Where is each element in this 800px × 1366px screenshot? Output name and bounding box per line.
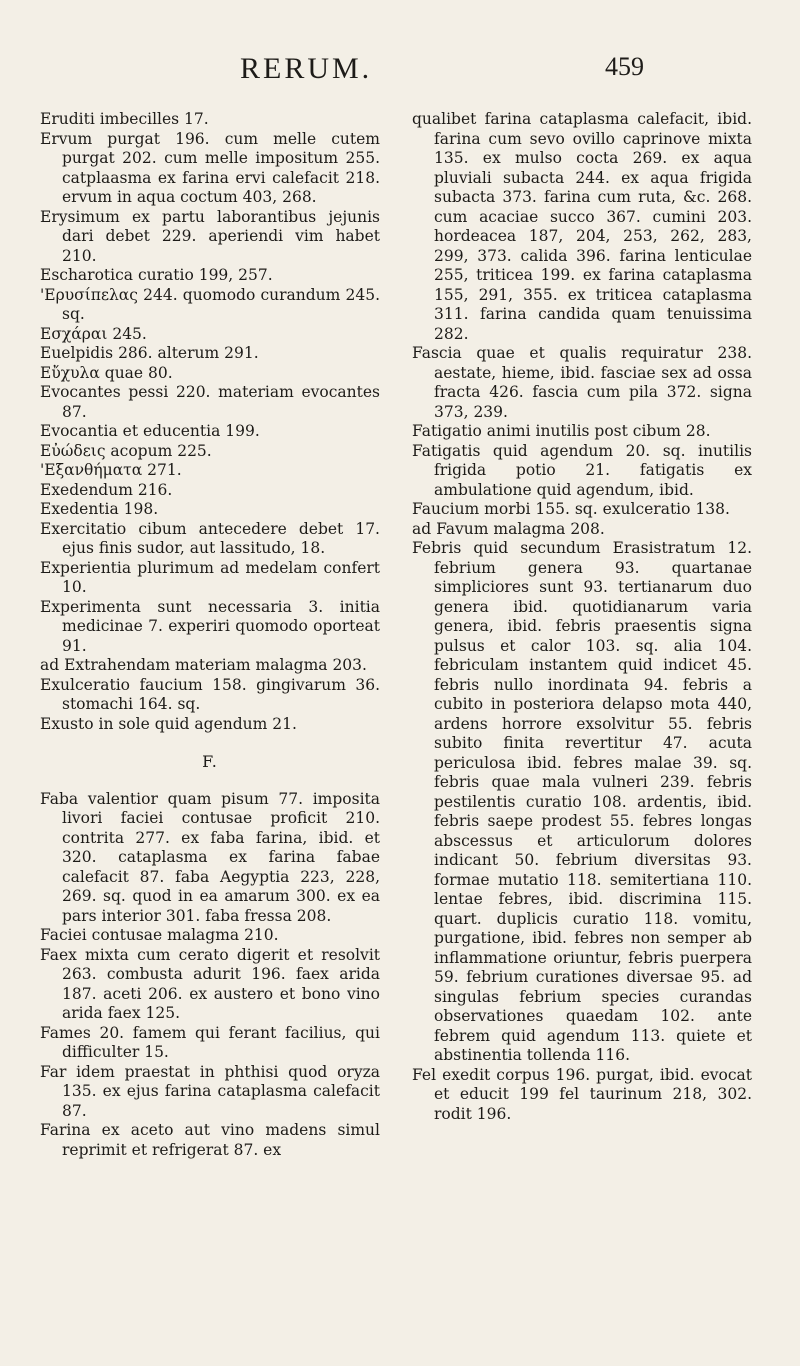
index-entry: Εὔχυλα quae 80. [40,363,173,382]
index-entry: Exercitatio cibum antecedere debet 17. ejus finis sudor, aut lassitudo, 18. [40,519,380,557]
index-entry: Faucium morbi 155. sq. exulceratio 138. [412,500,730,518]
left-column [40,110,380,1160]
index-entry: Febris quid secundum Erasistratum 12. febrium genera 93. quartanae simpliciores sunt 93. tertianarum duo genera ibid. quotidianarum varia genera, ibid. febris praesentis signa pulsus et calor 103. sq. alia 104. febriculam instantem quid indicet 45. febris nullo inordinata 94. febris a cubito in posteriora delapso mota 440, ardens horrore exsolvitur 55. febris subito finita revertitur 47. acuta periculosa ibid. febres malae 39. sq. febris quae mala vulneri 239. febris pestilentis curatio 108. ardentis, ibid. febris saepe prodest 55. febres longas abscessus et articulorum dolores indicant 50. febrium diversitas 93. formae mutatio 118. semitertiana 110. lentae febres, ibid. discrimina 115. quart. duplicis curatio 118. vomitu, purgatione, ibid. febres non semper ab inflammatione oriuntur, febris puerpera 59. febrium curationes diversae 95. ad singulas febrium species curandas observationes quaedam 102. ante febrem quid agendum 113. quiete et abstinentia tollenda 116. [412,539,752,1064]
index-entry: Exedendum 216. [40,480,173,499]
section-letter: F. [202,752,218,771]
index-entry: Εσχάραι 245. [40,324,147,343]
index-entry: Faciei contusae malagma 210. [40,926,279,944]
index-entry: Fel exedit corpus 196. purgat, ibid. evocat et educit 199 fel taurinum 218, 302. rodit 196. [412,1065,752,1123]
index-entry: Faba valentior quam pisum 77. imposita livori faciei contusae proficit 210. contrita 277. ex faba farina, ibid. et 320. cataplasma ex farina fabae calefacit 87. faba Aegyptia 223, 228, 269. sq. quod in ea amarum 300. ex ea pars interior 301. faba fressa 208. [40,789,380,925]
index-entry: Far idem praestat in phthisi quod oryza 135. ex ejus farina cataplasma calefacit 87. [40,1062,380,1120]
right-column [412,110,752,1124]
index-entry: Evocantes pessi 220. materiam evocantes 87. [40,383,380,421]
index-entry: Evocantia et educentia 199. [40,422,260,440]
page-header [40,52,760,102]
index-entry: ad Favum malagma 208. [412,519,605,538]
index-entry: Faex mixta cum cerato digerit et resolvit 263. combusta adurit 196. faex arida 187. aceti 206. ex austero et bono vino arida faex 125. [40,945,380,1022]
index-entry: Euelpidis 286. alterum 291. [40,344,259,362]
index-entry: 'Εξανθήματα 271. [40,461,182,479]
index-entry: Fatigatio animi inutilis post cibum 28. [412,422,711,440]
index-entry: ad Extrahendam materiam malagma 203. [40,656,367,674]
index-entry: Farina ex aceto aut vino madens simul reprimit et refrigerat 87. ex [40,1121,380,1159]
running-head: RERUM. [240,52,373,85]
index-entry: 'Ερυσίπελας 244. quomodo curandum 245. sq. [40,285,380,323]
index-entry: Eruditi imbecilles 17. [40,110,209,128]
index-entry: Εὐώδεις acopum 225. [40,441,212,460]
index-entry: Exulceratio faucium 158. gingivarum 36. stomachi 164. sq. [40,675,380,713]
index-entry: Experientia plurimum ad medelam confert 10. [40,558,380,596]
index-entry: Fames 20. famem qui ferant facilius, qui difficulter 15. [40,1023,380,1061]
index-entry: Experimenta sunt necessaria 3. initia medicinae 7. experiri quomodo oporteat 91. [40,597,380,655]
index-entry: Exedentia 198. [40,500,159,518]
index-entry: Fatigatis quid agendum 20. sq. inutilis frigida potio 21. fatigatis ex ambulatione quid agendum, ibid. [412,441,752,499]
index-entry: Erysimum ex partu laborantibus jejunis dari debet 229. aperiendi vim habet 210. [40,207,380,265]
index-entry: Exusto in sole quid agendum 21. [40,714,297,733]
index-entry: Escharotica curatio 199, 257. [40,266,273,284]
page-number: 459 [605,52,644,81]
index-entry-continued: qualibet farina cataplasma calefacit, ibid. farina cum sevo ovillo caprinove mixta 135. ex mulso cocta 269. ex aqua pluviali subacta 244. ex aqua frigida subacta 373. farina cum ruta, &c. 268. cum acaciae succo 367. cumini 203. hordeacea 187, 204, 253, 262, 283, 299, 373. calida 396. farina lenticulae 255, triticea 199. ex farina cataplasma 155, 291, 355. ex triticea cataplasma 311. farina candida quam tenuissima 282. [412,110,752,343]
index-entry: Fascia quae et qualis requiratur 238. aestate, hieme, ibid. fasciae sex ad ossa fracta 426. fascia cum pila 372. signa 373, 239. [412,344,752,421]
index-entry: Ervum purgat 196. cum melle cutem purgat 202. cum melle impositum 255. catplaasma ex farina ervi calefacit 218. ervum in aqua coctum 403, 268. [40,129,380,206]
